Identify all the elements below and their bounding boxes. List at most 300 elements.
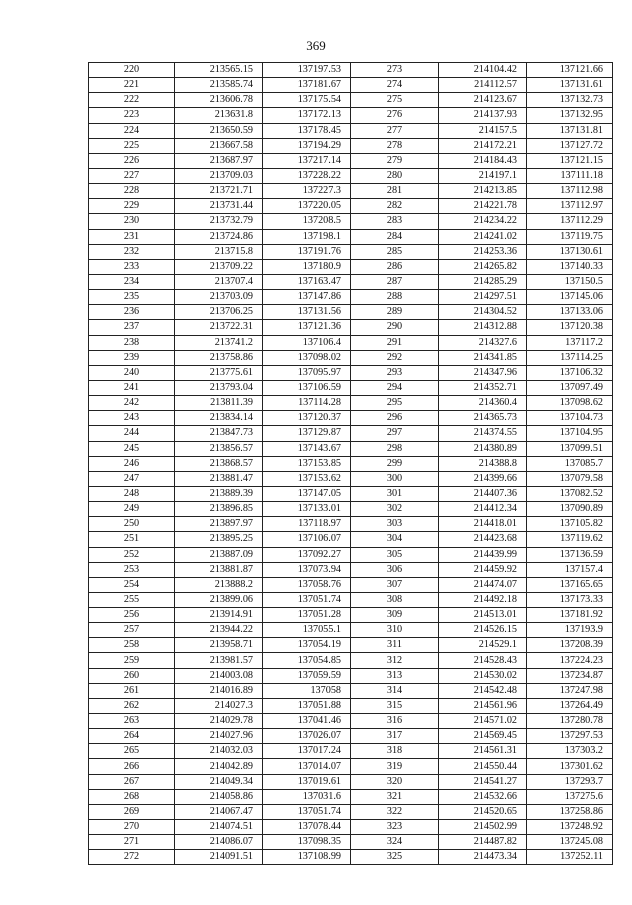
- table-row: [89, 577, 613, 592]
- table-row: [89, 441, 613, 456]
- y-coordinate-cell: 137275.6: [527, 789, 613, 804]
- table-row: [89, 305, 613, 320]
- point-number-cell: 237: [89, 320, 175, 335]
- x-coordinate-cell: 213758.86: [175, 350, 263, 365]
- table-row: [89, 78, 613, 93]
- x-coordinate-cell: 213887.09: [175, 547, 263, 562]
- point-number-cell: 240: [89, 365, 175, 380]
- x-coordinate-cell: 213881.47: [175, 471, 263, 486]
- x-coordinate-cell: 213958.71: [175, 638, 263, 653]
- x-coordinate-cell: 213707.4: [175, 274, 263, 289]
- point-number-cell: 275: [351, 93, 439, 108]
- table-row: [89, 683, 613, 698]
- table-row: [89, 638, 613, 653]
- table-row: [89, 274, 613, 289]
- y-coordinate-cell: 137198.1: [263, 229, 351, 244]
- y-coordinate-cell: 137054.19: [263, 638, 351, 653]
- page-number: 369: [306, 38, 326, 53]
- x-coordinate-cell: 214104.42: [439, 63, 527, 78]
- y-coordinate-cell: 137118.97: [263, 517, 351, 532]
- y-coordinate-cell: 137114.28: [263, 396, 351, 411]
- x-coordinate-cell: 213881.87: [175, 562, 263, 577]
- table-row: [89, 259, 613, 274]
- y-coordinate-cell: 137119.75: [527, 229, 613, 244]
- y-coordinate-cell: 137090.89: [527, 502, 613, 517]
- table-row: [89, 502, 613, 517]
- y-coordinate-cell: 137051.74: [263, 592, 351, 607]
- table-row: [89, 365, 613, 380]
- point-number-cell: 301: [351, 486, 439, 501]
- x-coordinate-cell: 214530.02: [439, 668, 527, 683]
- x-coordinate-cell: 214520.65: [439, 804, 527, 819]
- x-coordinate-cell: 213847.73: [175, 426, 263, 441]
- x-coordinate-cell: 213721.71: [175, 184, 263, 199]
- point-number-cell: 314: [351, 683, 439, 698]
- x-coordinate-cell: 213793.04: [175, 380, 263, 395]
- point-number-cell: 230: [89, 214, 175, 229]
- y-coordinate-cell: 137014.07: [263, 759, 351, 774]
- table-row: [89, 93, 613, 108]
- table-row: [89, 396, 613, 411]
- point-number-cell: 266: [89, 759, 175, 774]
- x-coordinate-cell: 214241.02: [439, 229, 527, 244]
- table-row: [89, 759, 613, 774]
- x-coordinate-cell: 214234.22: [439, 214, 527, 229]
- y-coordinate-cell: 137098.62: [527, 396, 613, 411]
- y-coordinate-cell: 137098.35: [263, 835, 351, 850]
- point-number-cell: 264: [89, 729, 175, 744]
- point-number-cell: 281: [351, 184, 439, 199]
- y-coordinate-cell: 137132.95: [527, 108, 613, 123]
- x-coordinate-cell: 213834.14: [175, 411, 263, 426]
- x-coordinate-cell: 214042.89: [175, 759, 263, 774]
- y-coordinate-cell: 137127.72: [527, 138, 613, 153]
- y-coordinate-cell: 137105.82: [527, 517, 613, 532]
- y-coordinate-cell: 137145.06: [527, 290, 613, 305]
- table-row: [89, 486, 613, 501]
- point-number-cell: 273: [351, 63, 439, 78]
- x-coordinate-cell: 214172.21: [439, 138, 527, 153]
- x-coordinate-cell: 214542.48: [439, 683, 527, 698]
- y-coordinate-cell: 137165.65: [527, 577, 613, 592]
- table-row: [89, 380, 613, 395]
- table-row: [89, 547, 613, 562]
- y-coordinate-cell: 137131.61: [527, 78, 613, 93]
- point-number-cell: 295: [351, 396, 439, 411]
- y-coordinate-cell: 137217.14: [263, 153, 351, 168]
- point-number-cell: 278: [351, 138, 439, 153]
- x-coordinate-cell: 214569.45: [439, 729, 527, 744]
- point-number-cell: 255: [89, 592, 175, 607]
- point-number-cell: 268: [89, 789, 175, 804]
- point-number-cell: 267: [89, 774, 175, 789]
- x-coordinate-cell: 214341.85: [439, 350, 527, 365]
- y-coordinate-cell: 137111.18: [527, 168, 613, 183]
- y-coordinate-cell: 137106.32: [527, 365, 613, 380]
- x-coordinate-cell: 214418.01: [439, 517, 527, 532]
- x-coordinate-cell: 213896.85: [175, 502, 263, 517]
- x-coordinate-cell: 214561.31: [439, 744, 527, 759]
- y-coordinate-cell: 137197.53: [263, 63, 351, 78]
- table-row: [89, 653, 613, 668]
- point-number-cell: 265: [89, 744, 175, 759]
- table-row: [89, 744, 613, 759]
- point-number-cell: 298: [351, 441, 439, 456]
- x-coordinate-cell: 214492.18: [439, 592, 527, 607]
- y-coordinate-cell: 137073.94: [263, 562, 351, 577]
- point-number-cell: 247: [89, 471, 175, 486]
- table-row: [89, 244, 613, 259]
- y-coordinate-cell: 137026.07: [263, 729, 351, 744]
- point-number-cell: 287: [351, 274, 439, 289]
- point-number-cell: 274: [351, 78, 439, 93]
- point-number-cell: 221: [89, 78, 175, 93]
- y-coordinate-cell: 137051.88: [263, 698, 351, 713]
- x-coordinate-cell: 214137.93: [439, 108, 527, 123]
- y-coordinate-cell: 137112.98: [527, 184, 613, 199]
- x-coordinate-cell: 213899.06: [175, 592, 263, 607]
- y-coordinate-cell: 137131.56: [263, 305, 351, 320]
- x-coordinate-cell: 214304.52: [439, 305, 527, 320]
- x-coordinate-cell: 213811.39: [175, 396, 263, 411]
- y-coordinate-cell: 137301.62: [527, 759, 613, 774]
- y-coordinate-cell: 137303.2: [527, 744, 613, 759]
- x-coordinate-cell: 213981.57: [175, 653, 263, 668]
- point-number-cell: 220: [89, 63, 175, 78]
- point-number-cell: 317: [351, 729, 439, 744]
- point-number-cell: 316: [351, 714, 439, 729]
- table-row: [89, 290, 613, 305]
- y-coordinate-cell: 137129.87: [263, 426, 351, 441]
- table-row: [89, 774, 613, 789]
- y-coordinate-cell: 137163.47: [263, 274, 351, 289]
- y-coordinate-cell: 137181.92: [527, 608, 613, 623]
- x-coordinate-cell: 214550.44: [439, 759, 527, 774]
- x-coordinate-cell: 213650.59: [175, 123, 263, 138]
- point-number-cell: 276: [351, 108, 439, 123]
- table-row: [89, 714, 613, 729]
- y-coordinate-cell: 137248.92: [527, 820, 613, 835]
- x-coordinate-cell: 214112.57: [439, 78, 527, 93]
- point-number-cell: 292: [351, 350, 439, 365]
- coordinates-table-body: [89, 63, 613, 865]
- x-coordinate-cell: 213775.61: [175, 365, 263, 380]
- x-coordinate-cell: 214412.34: [439, 502, 527, 517]
- x-coordinate-cell: 213709.22: [175, 259, 263, 274]
- point-number-cell: 270: [89, 820, 175, 835]
- point-number-cell: 288: [351, 290, 439, 305]
- point-number-cell: 296: [351, 411, 439, 426]
- x-coordinate-cell: 214032.03: [175, 744, 263, 759]
- point-number-cell: 306: [351, 562, 439, 577]
- point-number-cell: 315: [351, 698, 439, 713]
- point-number-cell: 302: [351, 502, 439, 517]
- y-coordinate-cell: 137280.78: [527, 714, 613, 729]
- x-coordinate-cell: 213724.86: [175, 229, 263, 244]
- y-coordinate-cell: 137157.4: [527, 562, 613, 577]
- y-coordinate-cell: 137120.37: [263, 411, 351, 426]
- y-coordinate-cell: 137173.33: [527, 592, 613, 607]
- point-number-cell: 325: [351, 850, 439, 865]
- x-coordinate-cell: 214388.8: [439, 456, 527, 471]
- y-coordinate-cell: 137112.29: [527, 214, 613, 229]
- table-row: [89, 138, 613, 153]
- x-coordinate-cell: 214253.36: [439, 244, 527, 259]
- y-coordinate-cell: 137017.24: [263, 744, 351, 759]
- y-coordinate-cell: 137252.11: [527, 850, 613, 865]
- point-number-cell: 252: [89, 547, 175, 562]
- x-coordinate-cell: 213895.25: [175, 532, 263, 547]
- table-row: [89, 729, 613, 744]
- x-coordinate-cell: 214459.92: [439, 562, 527, 577]
- point-number-cell: 239: [89, 350, 175, 365]
- table-row: [89, 668, 613, 683]
- x-coordinate-cell: 214074.51: [175, 820, 263, 835]
- point-number-cell: 323: [351, 820, 439, 835]
- x-coordinate-cell: 214027.3: [175, 698, 263, 713]
- y-coordinate-cell: 137114.25: [527, 350, 613, 365]
- point-number-cell: 313: [351, 668, 439, 683]
- y-coordinate-cell: 137220.05: [263, 199, 351, 214]
- x-coordinate-cell: 214016.89: [175, 683, 263, 698]
- y-coordinate-cell: 137133.06: [527, 305, 613, 320]
- x-coordinate-cell: 214347.96: [439, 365, 527, 380]
- y-coordinate-cell: 137054.85: [263, 653, 351, 668]
- x-coordinate-cell: 213709.03: [175, 168, 263, 183]
- table-row: [89, 63, 613, 78]
- point-number-cell: 289: [351, 305, 439, 320]
- y-coordinate-cell: 137175.54: [263, 93, 351, 108]
- y-coordinate-cell: 137172.13: [263, 108, 351, 123]
- point-number-cell: 291: [351, 335, 439, 350]
- point-number-cell: 303: [351, 517, 439, 532]
- table-row: [89, 335, 613, 350]
- x-coordinate-cell: 213888.2: [175, 577, 263, 592]
- point-number-cell: 225: [89, 138, 175, 153]
- y-coordinate-cell: 137181.67: [263, 78, 351, 93]
- y-coordinate-cell: 137058.76: [263, 577, 351, 592]
- y-coordinate-cell: 137258.86: [527, 804, 613, 819]
- point-number-cell: 234: [89, 274, 175, 289]
- x-coordinate-cell: 214213.85: [439, 184, 527, 199]
- y-coordinate-cell: 137098.02: [263, 350, 351, 365]
- point-number-cell: 235: [89, 290, 175, 305]
- point-number-cell: 244: [89, 426, 175, 441]
- x-coordinate-cell: 213606.78: [175, 93, 263, 108]
- point-number-cell: 307: [351, 577, 439, 592]
- y-coordinate-cell: 137234.87: [527, 668, 613, 683]
- point-number-cell: 309: [351, 608, 439, 623]
- y-coordinate-cell: 137180.9: [263, 259, 351, 274]
- point-number-cell: 231: [89, 229, 175, 244]
- point-number-cell: 250: [89, 517, 175, 532]
- y-coordinate-cell: 137119.62: [527, 532, 613, 547]
- point-number-cell: 286: [351, 259, 439, 274]
- x-coordinate-cell: 214528.43: [439, 653, 527, 668]
- y-coordinate-cell: 137112.97: [527, 199, 613, 214]
- y-coordinate-cell: 137178.45: [263, 123, 351, 138]
- y-coordinate-cell: 137104.73: [527, 411, 613, 426]
- point-number-cell: 300: [351, 471, 439, 486]
- point-number-cell: 279: [351, 153, 439, 168]
- y-coordinate-cell: 137121.36: [263, 320, 351, 335]
- table-row: [89, 168, 613, 183]
- x-coordinate-cell: 214526.15: [439, 623, 527, 638]
- x-coordinate-cell: 213703.09: [175, 290, 263, 305]
- x-coordinate-cell: 214029.78: [175, 714, 263, 729]
- x-coordinate-cell: 214529.1: [439, 638, 527, 653]
- point-number-cell: 223: [89, 108, 175, 123]
- y-coordinate-cell: 137193.9: [527, 623, 613, 638]
- y-coordinate-cell: 137227.3: [263, 184, 351, 199]
- y-coordinate-cell: 137194.29: [263, 138, 351, 153]
- point-number-cell: 294: [351, 380, 439, 395]
- point-number-cell: 258: [89, 638, 175, 653]
- table-row: [89, 608, 613, 623]
- x-coordinate-cell: 214003.08: [175, 668, 263, 683]
- x-coordinate-cell: 214123.67: [439, 93, 527, 108]
- y-coordinate-cell: 137059.59: [263, 668, 351, 683]
- y-coordinate-cell: 137143.67: [263, 441, 351, 456]
- x-coordinate-cell: 214473.34: [439, 850, 527, 865]
- table-row: [89, 835, 613, 850]
- x-coordinate-cell: 214312.88: [439, 320, 527, 335]
- point-number-cell: 251: [89, 532, 175, 547]
- y-coordinate-cell: 137019.61: [263, 774, 351, 789]
- y-coordinate-cell: 137224.23: [527, 653, 613, 668]
- y-coordinate-cell: 137041.46: [263, 714, 351, 729]
- x-coordinate-cell: 214360.4: [439, 396, 527, 411]
- table-row: [89, 592, 613, 607]
- y-coordinate-cell: 137228.22: [263, 168, 351, 183]
- x-coordinate-cell: 213687.97: [175, 153, 263, 168]
- x-coordinate-cell: 214184.43: [439, 153, 527, 168]
- y-coordinate-cell: 137140.33: [527, 259, 613, 274]
- point-number-cell: 222: [89, 93, 175, 108]
- x-coordinate-cell: 214091.51: [175, 850, 263, 865]
- point-number-cell: 269: [89, 804, 175, 819]
- point-number-cell: 245: [89, 441, 175, 456]
- y-coordinate-cell: 137108.99: [263, 850, 351, 865]
- point-number-cell: 263: [89, 714, 175, 729]
- table-row: [89, 411, 613, 426]
- x-coordinate-cell: 214439.99: [439, 547, 527, 562]
- point-number-cell: 249: [89, 502, 175, 517]
- point-number-cell: 297: [351, 426, 439, 441]
- y-coordinate-cell: 137208.39: [527, 638, 613, 653]
- point-number-cell: 260: [89, 668, 175, 683]
- point-number-cell: 257: [89, 623, 175, 638]
- y-coordinate-cell: 137117.2: [527, 335, 613, 350]
- y-coordinate-cell: 137147.86: [263, 290, 351, 305]
- table-row: [89, 820, 613, 835]
- y-coordinate-cell: 137055.1: [263, 623, 351, 638]
- table-row: [89, 698, 613, 713]
- point-number-cell: 293: [351, 365, 439, 380]
- x-coordinate-cell: 214513.01: [439, 608, 527, 623]
- x-coordinate-cell: 214374.55: [439, 426, 527, 441]
- point-number-cell: 308: [351, 592, 439, 607]
- point-number-cell: 248: [89, 486, 175, 501]
- y-coordinate-cell: 137082.52: [527, 486, 613, 501]
- x-coordinate-cell: 214571.02: [439, 714, 527, 729]
- y-coordinate-cell: 137095.97: [263, 365, 351, 380]
- point-number-cell: 285: [351, 244, 439, 259]
- point-number-cell: 310: [351, 623, 439, 638]
- x-coordinate-cell: 214399.66: [439, 471, 527, 486]
- x-coordinate-cell: 214532.66: [439, 789, 527, 804]
- x-coordinate-cell: 214067.47: [175, 804, 263, 819]
- point-number-cell: 321: [351, 789, 439, 804]
- y-coordinate-cell: 137104.95: [527, 426, 613, 441]
- point-number-cell: 305: [351, 547, 439, 562]
- point-number-cell: 299: [351, 456, 439, 471]
- x-coordinate-cell: 214502.99: [439, 820, 527, 835]
- table-row: [89, 214, 613, 229]
- x-coordinate-cell: 214086.07: [175, 835, 263, 850]
- table-row: [89, 123, 613, 138]
- table-row: [89, 320, 613, 335]
- y-coordinate-cell: 137106.4: [263, 335, 351, 350]
- point-number-cell: 242: [89, 396, 175, 411]
- point-number-cell: 290: [351, 320, 439, 335]
- x-coordinate-cell: 213732.79: [175, 214, 263, 229]
- point-number-cell: 280: [351, 168, 439, 183]
- x-coordinate-cell: 214157.5: [439, 123, 527, 138]
- point-number-cell: 256: [89, 608, 175, 623]
- y-coordinate-cell: 137147.05: [263, 486, 351, 501]
- x-coordinate-cell: 213706.25: [175, 305, 263, 320]
- point-number-cell: 284: [351, 229, 439, 244]
- y-coordinate-cell: 137297.53: [527, 729, 613, 744]
- y-coordinate-cell: 137131.81: [527, 123, 613, 138]
- y-coordinate-cell: 137106.59: [263, 380, 351, 395]
- point-number-cell: 312: [351, 653, 439, 668]
- x-coordinate-cell: 213667.58: [175, 138, 263, 153]
- x-coordinate-cell: 214561.96: [439, 698, 527, 713]
- y-coordinate-cell: 137031.6: [263, 789, 351, 804]
- table-row: [89, 804, 613, 819]
- table-row: [89, 623, 613, 638]
- point-number-cell: 238: [89, 335, 175, 350]
- table-row: [89, 184, 613, 199]
- point-number-cell: 259: [89, 653, 175, 668]
- point-number-cell: 320: [351, 774, 439, 789]
- point-number-cell: 243: [89, 411, 175, 426]
- y-coordinate-cell: 137264.49: [527, 698, 613, 713]
- point-number-cell: 311: [351, 638, 439, 653]
- table-row: [89, 517, 613, 532]
- y-coordinate-cell: 137106.07: [263, 532, 351, 547]
- x-coordinate-cell: 213944.22: [175, 623, 263, 638]
- x-coordinate-cell: 213715.8: [175, 244, 263, 259]
- point-number-cell: 241: [89, 380, 175, 395]
- y-coordinate-cell: 137247.98: [527, 683, 613, 698]
- x-coordinate-cell: 214352.71: [439, 380, 527, 395]
- x-coordinate-cell: 213897.97: [175, 517, 263, 532]
- table-row: [89, 532, 613, 547]
- x-coordinate-cell: 213565.15: [175, 63, 263, 78]
- x-coordinate-cell: 214327.6: [439, 335, 527, 350]
- point-number-cell: 304: [351, 532, 439, 547]
- y-coordinate-cell: 137121.66: [527, 63, 613, 78]
- x-coordinate-cell: 214407.36: [439, 486, 527, 501]
- y-coordinate-cell: 137058: [263, 683, 351, 698]
- y-coordinate-cell: 137120.38: [527, 320, 613, 335]
- y-coordinate-cell: 137153.85: [263, 456, 351, 471]
- y-coordinate-cell: 137132.73: [527, 93, 613, 108]
- y-coordinate-cell: 137121.15: [527, 153, 613, 168]
